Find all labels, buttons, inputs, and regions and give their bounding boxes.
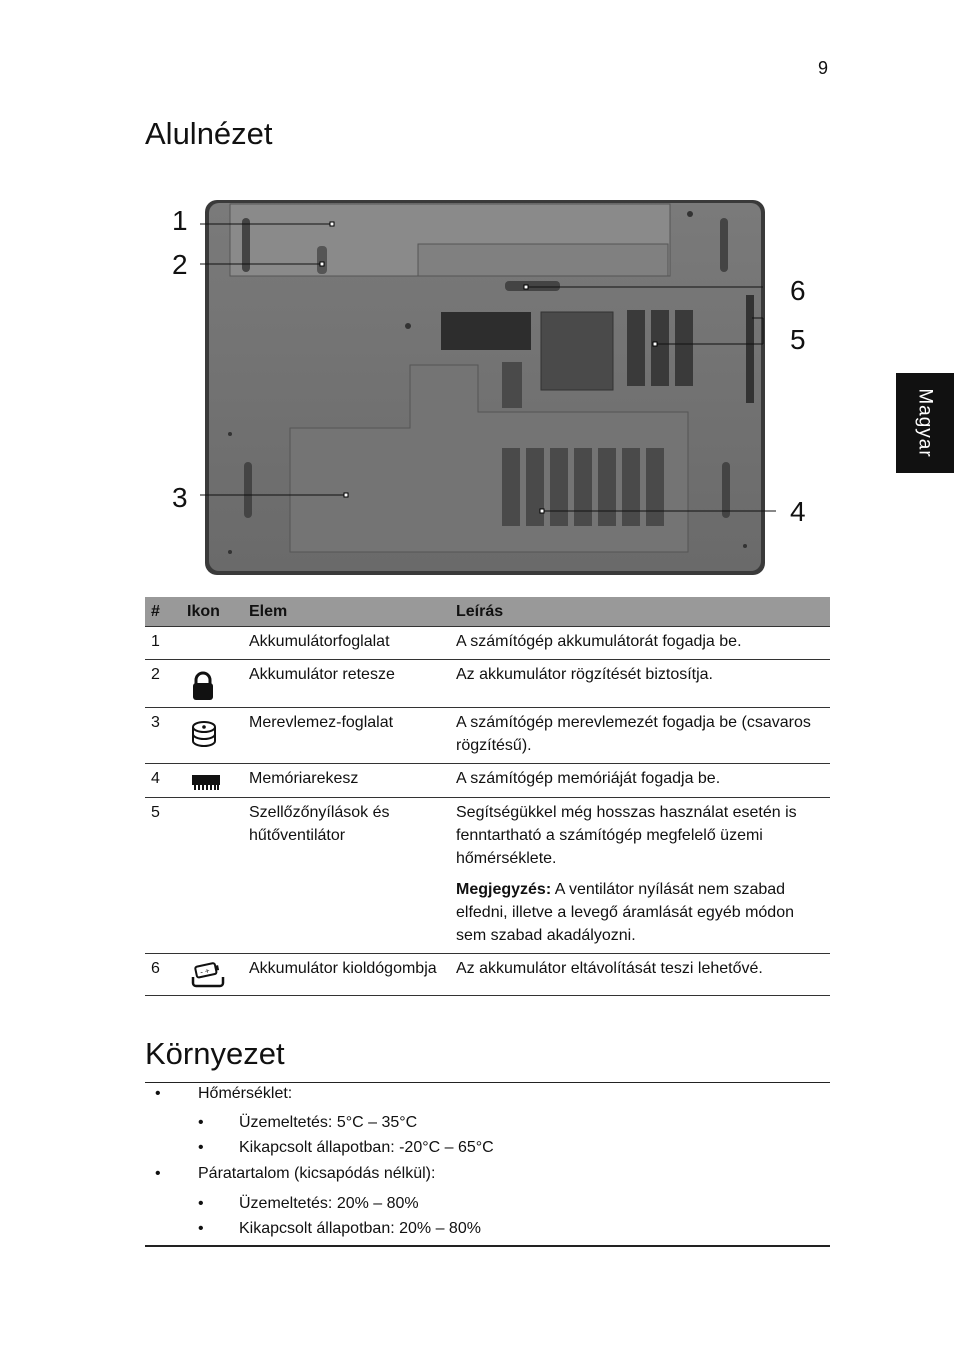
note-text: A ventilátor nyílását nem szabad elfedni, illetve a levegő áramlását egyéb módon sem szabad akadályozni. [456,881,794,944]
hard-drive-icon [191,719,217,749]
row-item: Memóriarekesz [243,764,450,798]
section-title-environment: Környezet [145,1036,285,1071]
row-icon-cell [181,627,243,660]
lock-icon [191,671,215,701]
language-tab-label: Magyar [915,388,937,458]
callout-5: 5 [790,324,806,355]
parts-table [145,597,830,996]
note-label: Megjegyzés: [456,881,552,898]
laptop-bottom-figure [160,190,820,585]
list-subitem: Kikapcsolt állapotban: -20°C – 65°C [239,1139,494,1156]
row-description: A számítógép memóriáját fogadja be. [450,764,830,798]
callout-4: 4 [790,496,806,527]
row-description-cell [450,798,830,954]
bullet: • [155,1165,161,1182]
fan-vents [627,310,693,386]
row-icon-cell [181,764,243,798]
row-number: 4 [145,764,181,798]
callout-3: 3 [172,482,188,513]
memory-icon [191,773,221,791]
bullet: • [198,1114,204,1131]
table-row [145,660,830,708]
header-item: Elem [243,597,450,627]
language-tab [896,373,954,473]
bullet: • [198,1195,204,1212]
battery-lock-slider [317,246,327,274]
note [456,878,824,947]
vent-block-a [441,312,531,350]
vent-block-b [541,312,613,390]
row-item: Szellőzőnyílások és hűtőventilátor [243,798,450,954]
callout-1: 1 [172,205,188,236]
bullet: • [155,1085,161,1102]
svg-text:- +: - + [199,966,211,977]
battery-release-icon [191,961,225,989]
page-number: 9 [818,58,829,78]
battery-release-latch [505,281,560,291]
header-description: Leírás [450,597,830,627]
section-title-bottom-view: Alulnézet [145,116,273,151]
table-row [145,708,830,764]
list-subitem: Kikapcsolt állapotban: 20% – 80% [239,1220,481,1237]
row-icon-cell [181,954,243,996]
header-icon: Ikon [181,597,243,627]
row-description: Segítségükkel még hosszas használat esetén is fenntartható a számítógép megfelelő üzemi hőmérséklete. [456,804,797,867]
table-row [145,798,830,954]
table-header-row [145,597,830,627]
list-subitem: Üzemeltetés: 20% – 80% [239,1195,419,1212]
table-row [145,764,830,798]
row-icon-cell [181,798,243,954]
row-item: Merevlemez-foglalat [243,708,450,764]
memory-vents [502,448,664,526]
row-item: Akkumulátor kioldógombja [243,954,450,996]
side-vent [746,295,754,403]
list-subitem: Üzemeltetés: 5°C – 35°C [239,1114,418,1131]
callout-2: 2 [172,249,188,280]
row-description: A számítógép merevlemezét fogadja be (csavaros rögzítésű). [450,708,830,764]
row-number: 3 [145,708,181,764]
bullet: • [198,1139,204,1156]
header-number: # [145,597,181,627]
list-item-temperature: Hőmérséklet: [198,1085,293,1102]
bullet: • [198,1220,204,1237]
row-description: Az akkumulátor eltávolítását teszi lehetővé. [450,954,830,996]
row-number: 6 [145,954,181,996]
table-row [145,954,830,996]
environment-list [145,1082,830,1247]
row-icon-cell [181,708,243,764]
row-item: Akkumulátorfoglalat [243,627,450,660]
row-number: 1 [145,627,181,660]
table-row [145,627,830,660]
row-number: 2 [145,660,181,708]
row-icon-cell [181,660,243,708]
callout-6: 6 [790,275,806,306]
battery-tab [418,244,668,276]
row-number: 5 [145,798,181,954]
row-item: Akkumulátor retesze [243,660,450,708]
row-description: Az akkumulátor rögzítését biztosítja. [450,660,830,708]
list-item-humidity: Páratartalom (kicsapódás nélkül): [198,1165,436,1182]
row-description: A számítógép akkumulátorát fogadja be. [450,627,830,660]
